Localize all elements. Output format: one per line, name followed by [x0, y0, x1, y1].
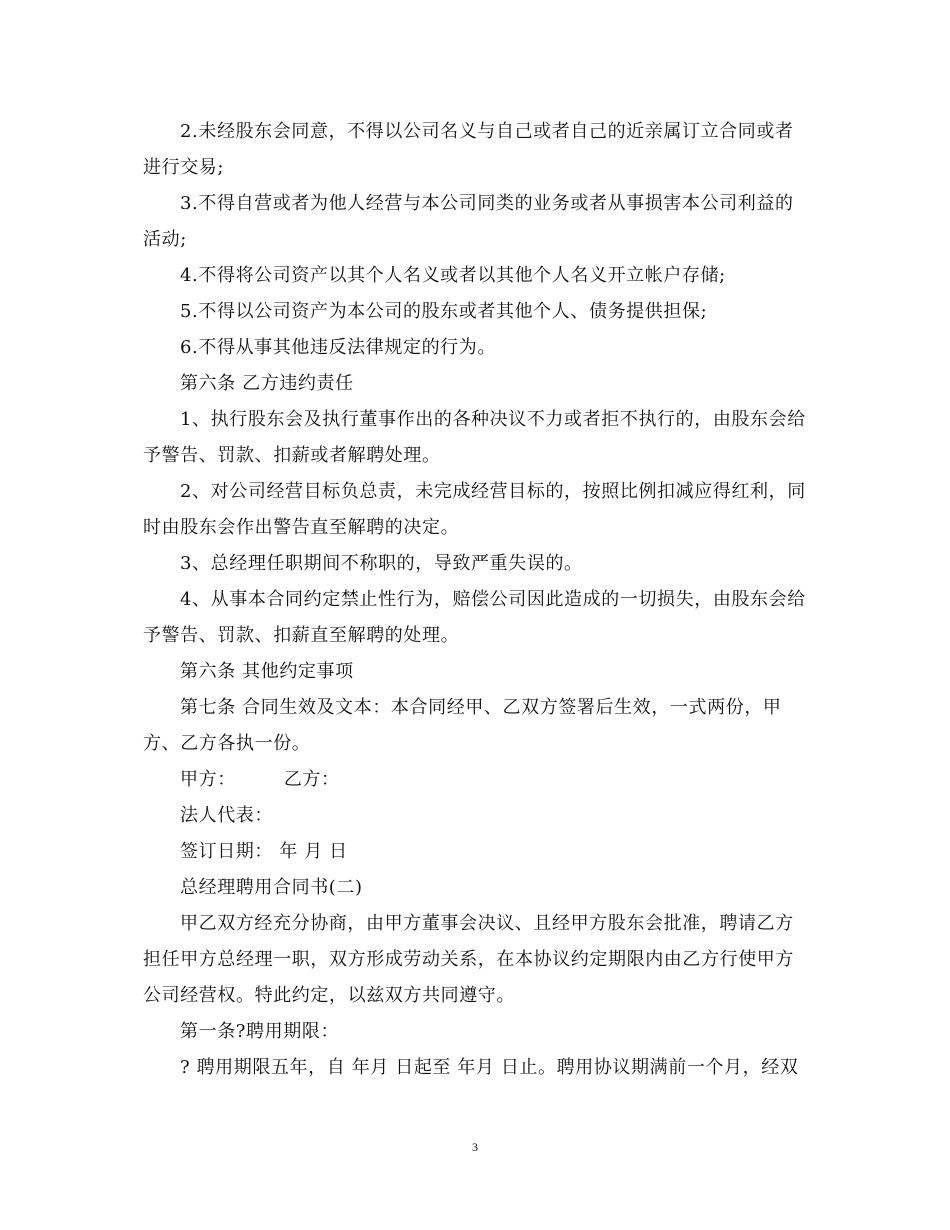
paragraph-line: 4、从事本合同约定禁止性行为，赔偿公司因此造成的一切损失，由股东会给 [180, 589, 806, 610]
paragraph-line: 6.不得从事其他违反法律规定的行为。 [180, 337, 496, 358]
legal-rep-label: 法人代表： [180, 805, 273, 826]
paragraph-line: 第七条 合同生效及文本：本合同经甲、乙双方签署后生效，一式两份，甲 [180, 697, 782, 718]
paragraph-line: 2、对公司经营目标负总责，未完成经营目标的，按照比例扣减应得红利，同 [180, 481, 806, 502]
section-heading: 第六条 乙方违约责任 [180, 373, 354, 394]
paragraph-line: 甲乙双方经充分协商，由甲方董事会决议、且经甲方股东会批准，聘请乙方 [180, 913, 794, 934]
paragraph-line: 时由股东会作出警告直至解聘的决定。 [143, 517, 460, 538]
section-heading: 第六条 其他约定事项 [180, 661, 354, 682]
paragraph-line: 进行交易; [143, 157, 225, 178]
paragraph-line: 公司经营权。特此约定，以兹双方共同遵守。 [143, 985, 515, 1006]
party-b-label: 乙方： [283, 769, 340, 790]
signing-date-label: 签订日期： 年 月 日 [180, 841, 348, 862]
paragraph-line: 3、总经理任职期间不称职的，导致严重失误的。 [180, 553, 583, 574]
section-heading: 第一条?聘用期限： [180, 1021, 340, 1042]
paragraph-line: 5.不得以公司资产为本公司的股东或者其他个人、债务提供担保; [180, 301, 708, 322]
paragraph-line: 3.不得自营或者为他人经营与本公司同类的业务或者从事损害本公司利益的 [180, 193, 794, 214]
paragraph-line: 方、乙方各执一份。 [143, 733, 311, 754]
paragraph-line: 4.不得将公司资产以其个人名义或者以其他个人名义开立帐户存储; [180, 265, 726, 286]
paragraph-line: 1、执行股东会及执行董事作出的各种决议不力或者拒不执行的，由股东会给 [180, 409, 806, 430]
paragraph-line: 予警告、罚款、扣薪直至解聘的处理。 [143, 625, 460, 646]
signature-line [180, 768, 340, 792]
paragraph-line: 2.未经股东会同意，不得以公司名义与自己或者自己的近亲属订立合同或者 [180, 121, 794, 142]
paragraph-line: ? 聘用期限五年，自 年月 日起至 年月 日止。聘用协议期满前一个月，经双 [180, 1057, 799, 1078]
paragraph-line: 担任甲方总经理一职，双方形成劳动关系，在本协议约定期限内由乙方行使甲方 [143, 949, 794, 970]
paragraph-line: 活动; [143, 229, 187, 250]
paragraph-line: 予警告、罚款、扣薪或者解聘处理。 [143, 445, 441, 466]
page-number: 3 [472, 1140, 478, 1154]
contract-title: 总经理聘用合同书(二) [180, 877, 363, 898]
party-a-label: 甲方： [180, 769, 236, 790]
